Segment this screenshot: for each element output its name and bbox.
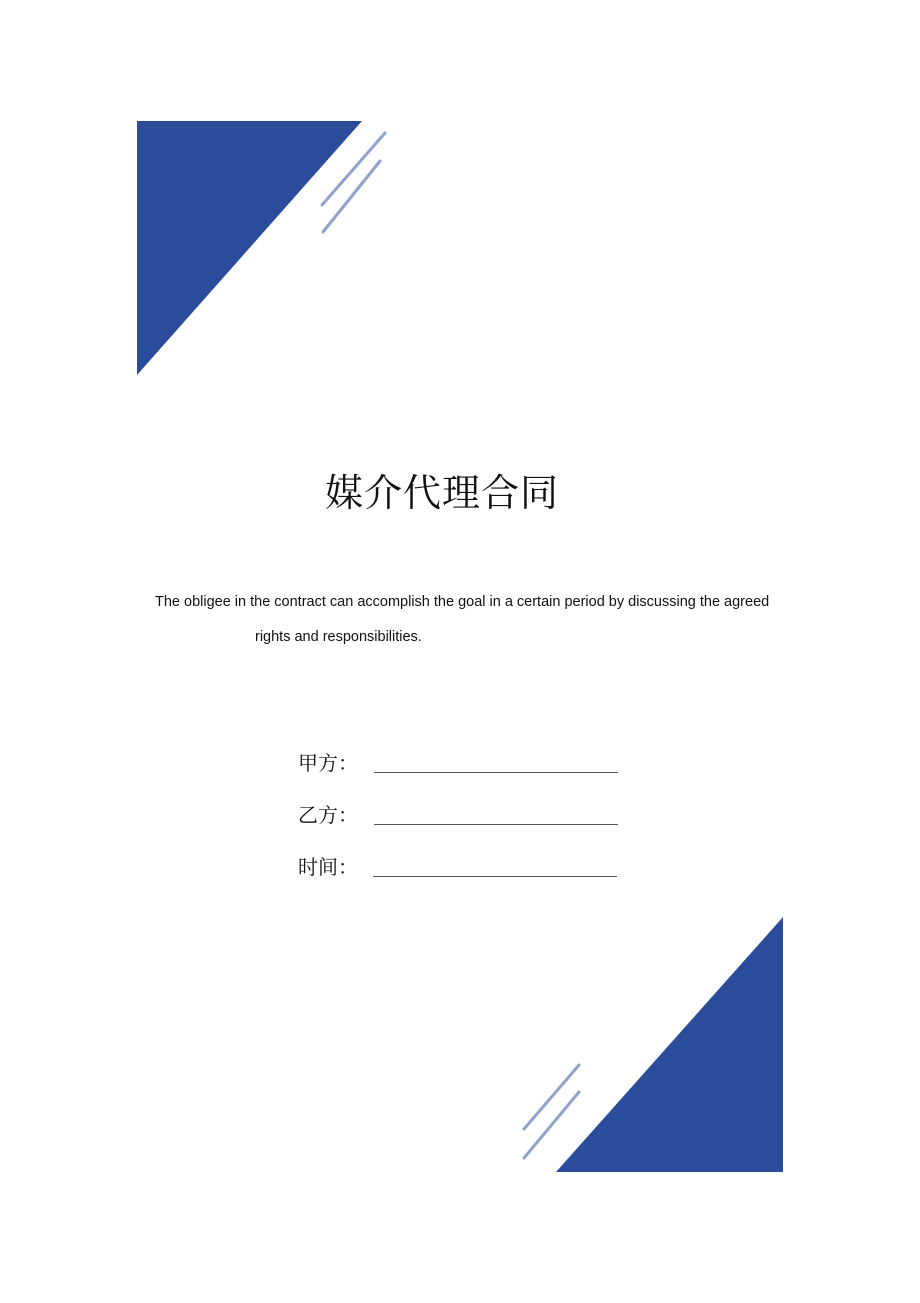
top-left-triangle-decoration <box>130 115 395 380</box>
bottom-stripe-1 <box>524 1065 579 1129</box>
top-blue-triangle <box>137 121 362 375</box>
party-b-blank-line[interactable] <box>374 824 618 825</box>
bottom-right-triangle-decoration <box>515 910 790 1180</box>
bottom-stripe-2 <box>524 1092 579 1158</box>
time-field <box>298 852 628 882</box>
document-title: 媒介代理合同 <box>324 471 559 515</box>
time-blank-line[interactable] <box>373 876 617 877</box>
subtitle-line-2: rights and responsibilities. <box>255 629 422 645</box>
party-a-field <box>298 748 628 778</box>
party-b-label: 乙方： <box>298 803 358 827</box>
time-label: 时间： <box>298 855 358 879</box>
subtitle-line-1: The obligee in the contract can accomplish the goal in a certain period by discussing the agreed <box>155 594 770 610</box>
party-a-blank-line[interactable] <box>374 772 618 773</box>
party-a-label: 甲方： <box>298 751 358 775</box>
bottom-blue-triangle <box>556 917 783 1172</box>
document-subtitle <box>155 585 775 655</box>
party-b-field <box>298 800 628 830</box>
